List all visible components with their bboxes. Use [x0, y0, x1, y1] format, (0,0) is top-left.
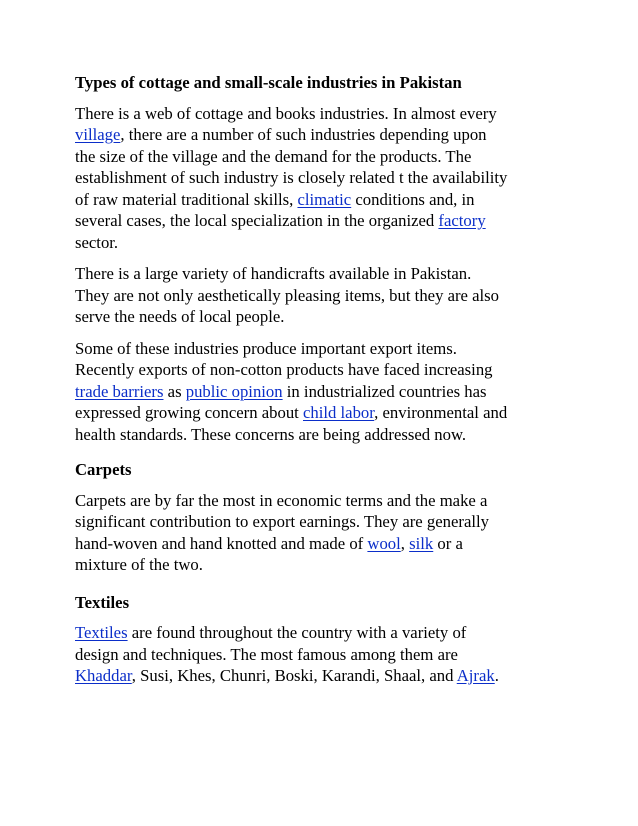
link-climatic[interactable]: climatic: [297, 189, 352, 209]
text-line: [75, 402, 565, 424]
link-child-labor[interactable]: child labor: [303, 403, 375, 422]
link-factory[interactable]: factory: [438, 211, 486, 230]
text-line: Carpets are by far the most in economic terms and the make a: [75, 490, 488, 510]
paragraph-textiles: [75, 622, 565, 687]
link-village[interactable]: village: [75, 125, 121, 144]
text-run: ,: [400, 533, 410, 553]
text-run: , Susi, Khes, Chunri, Boski, Karandi, Shaal, and: [131, 666, 457, 685]
text-line: There is a web of cottage and books industries. In almost every: [75, 103, 497, 123]
text-run: , environmental and: [374, 403, 508, 422]
text-line: [75, 665, 565, 687]
paragraph-carpets: [75, 490, 565, 576]
text-line: [75, 533, 565, 555]
text-run: in industrialized countries has: [282, 381, 487, 401]
text-line: serve the needs of local people.: [75, 307, 285, 326]
text-line: [75, 189, 565, 211]
document-title: Types of cottage and small-scale industries in Pakistan: [75, 73, 462, 92]
link-ajrak[interactable]: Ajrak: [456, 666, 495, 685]
text-line: Some of these industries produce important export items.: [75, 338, 457, 358]
section-heading-textiles: Textiles: [75, 592, 130, 612]
text-run: or a: [433, 533, 463, 553]
text-run: hand-woven and hand knotted and made of: [75, 533, 368, 553]
document-page: [75, 72, 565, 697]
text-run: as: [163, 381, 186, 401]
text-line: Recently exports of non-cotton products have faced increasing: [75, 360, 493, 379]
text-line: significant contribution to export earnings. They are generally: [75, 512, 489, 531]
text-line: design and techniques. The most famous among them are: [75, 644, 458, 664]
link-silk[interactable]: silk: [409, 533, 434, 553]
text-run: several cases, the local specialization in the organized: [75, 211, 439, 230]
text-run: , there are a number of such industries depending upon: [120, 125, 487, 144]
text-line: There is a large variety of handicrafts available in Pakistan.: [75, 264, 472, 283]
text-run: of raw material traditional skills,: [75, 189, 298, 209]
link-trade-barriers[interactable]: trade barriers: [75, 381, 164, 401]
text-line: health standards. These concerns are being addressed now.: [75, 424, 467, 444]
paragraph-intro: [75, 103, 565, 254]
text-run: conditions and, in: [351, 189, 475, 209]
text-line: [75, 124, 565, 146]
text-line: [75, 210, 565, 232]
text-line: [75, 381, 565, 403]
text-line: [75, 622, 565, 644]
text-run: .: [494, 666, 499, 685]
text-run: expressed growing concern about: [75, 403, 303, 422]
text-line: establishment of such industry is closely related t the availability: [75, 168, 508, 187]
text-run: are found throughout the country with a variety of: [127, 623, 467, 642]
paragraph-exports: [75, 338, 565, 446]
text-line: mixture of the two.: [75, 555, 203, 574]
text-line: sector.: [75, 232, 119, 252]
link-public-opinion[interactable]: public opinion: [185, 381, 283, 401]
paragraph-handicrafts: [75, 263, 565, 328]
link-textiles[interactable]: Textiles: [75, 623, 128, 642]
link-wool[interactable]: wool: [367, 533, 401, 553]
section-heading-carpets: Carpets: [75, 460, 132, 479]
text-line: They are not only aesthetically pleasing items, but they are also: [75, 285, 500, 305]
link-khaddar[interactable]: Khaddar: [75, 666, 132, 685]
text-line: the size of the village and the demand for the products. The: [75, 146, 472, 166]
